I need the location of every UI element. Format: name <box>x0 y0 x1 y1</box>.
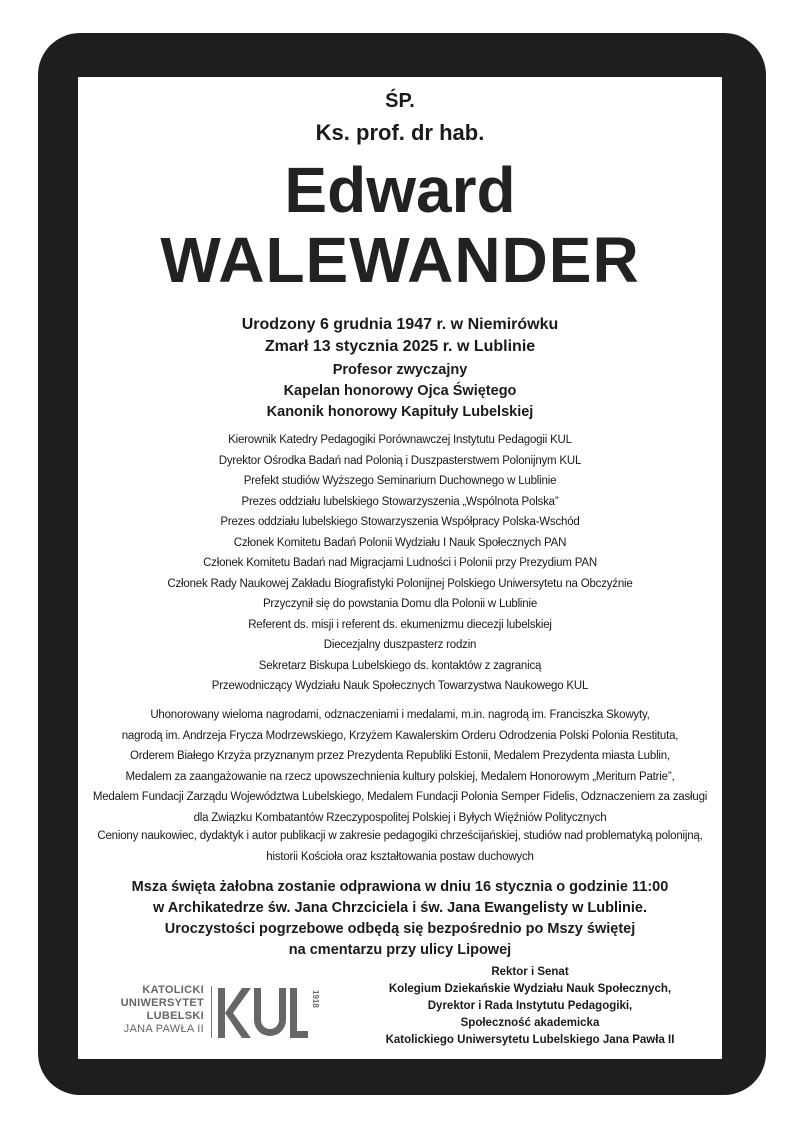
role-line: Prezes oddziału lubelskiego Stowarzyszenia Współpracy Polska-Wschód <box>220 516 580 528</box>
role-line: Dyrektor Ośrodka Badań nad Polonią i Duszpasterstwem Polonijnym KUL <box>218 454 582 467</box>
role-line: Referent ds. misji i referent ds. ekumenizmu diecezji lubelskiej <box>248 618 552 631</box>
logo-wordmark <box>98 984 204 1036</box>
signoff-line: Rektor i Senat <box>491 966 569 978</box>
death-date: Zmarł 13 stycznia 2025 r. w Lublinie <box>264 338 536 355</box>
description-line: Ceniony naukowiec, dydaktyk i autor publikacji w zakresie pedagogiki chrześcijańskiej, studiów nad problematyką polonijną, <box>97 830 703 842</box>
kul-mark-icon <box>216 986 320 1040</box>
honorary-titles <box>0 360 800 423</box>
award-line: dla Związku Kombatantów Rzeczypospolitej Polskiej i Byłych Więźniów Politycznych <box>193 811 607 824</box>
role-line: Prezes oddziału lubelskiego Stowarzyszenia „Wspólnota Polska” <box>241 495 559 508</box>
signoff-line: Dyrektor i Rada Instytutu Pedagogiki, <box>427 1000 633 1012</box>
role-line: Przewodniczący Wydziału Nauk Społecznych Towarzystwa Naukowego KUL <box>211 680 589 692</box>
logo-divider <box>211 986 212 1038</box>
signoff-line: Społeczność akademicka <box>460 1017 600 1029</box>
mass-line: Msza święta żałobna zostanie odprawiona w dniu 16 stycznia o godzinie 11:00 <box>131 879 669 895</box>
role-line: Przyczynił się do powstania Domu dla Polonii w Lublinie <box>262 598 538 610</box>
sp-abbreviation: ŚP. <box>385 90 415 112</box>
award-line: nagrodą im. Andrzeja Frycza Modrzewskiego, Krzyżem Kawalerskim Orderu Odrodzenia Polski Polonia Restituta, <box>121 729 679 742</box>
logo-line: LUBELSKI <box>146 1010 204 1022</box>
funeral-mass-notice <box>0 877 800 961</box>
honor-line: Profesor zwyczajny <box>332 362 468 378</box>
mass-line: w Archikatedrze św. Jana Chrzciciela i św. Jana Ewangelisty w Lublinie. <box>153 900 647 916</box>
award-line: Medalem za zaangażowanie na rzecz upowszechnienia kultury polskiej, Medalem Honorowym „Meritum Patrie”, <box>125 770 675 783</box>
role-line: Diecezjalny duszpasterz rodzin <box>323 639 477 651</box>
role-line: Prefekt studiów Wyższego Seminarium Duchownego w Lublinie <box>243 475 557 487</box>
logo-line: KATOLICKI <box>142 984 204 996</box>
signoff <box>340 964 720 1049</box>
life-dates <box>0 314 800 358</box>
description-paragraph <box>0 826 800 867</box>
logo-line: JANA PAWŁA II <box>123 1023 204 1035</box>
signoff-line: Katolickiego Uniwersytetu Lubelskiego Jana Pawła II <box>385 1034 675 1046</box>
logo-year: 1918 <box>311 990 320 1008</box>
role-line: Sekretarz Biskupa Lubelskiego ds. kontaktów z zagranicą <box>258 659 542 672</box>
honor-line: Kanonik honorowy Kapituły Lubelskiej <box>266 404 534 420</box>
surname: WALEWANDER <box>160 224 640 296</box>
award-line: Uhonorowany wieloma nagrodami, odznaczeniami i medalami, m.in. nagrodą im. Franciszka Skowyty, <box>150 709 650 721</box>
award-line: Orderem Białego Krzyża przyznanym przez Prezydenta Republiki Estonii, Medalem Prezydenta miasta Lublin, <box>130 750 670 762</box>
role-line: Członek Komitetu Badań nad Migracjami Ludności i Polonii przy Prezydium PAN <box>203 557 597 569</box>
honor-line: Kapelan honorowy Ojca Świętego <box>283 383 517 399</box>
role-line: Członek Komitetu Badań Polonii Wydziału I Nauk Społecznych PAN <box>233 536 567 549</box>
role-line: Kierownik Katedry Pedagogiki Porównawczej Instytutu Pedagogii KUL <box>228 434 572 446</box>
academic-title: Ks. prof. dr hab. <box>315 120 485 145</box>
mass-line: Uroczystości pogrzebowe odbędą się bezpośrednio po Mszy świętej <box>164 921 636 937</box>
birth-date: Urodzony 6 grudnia 1947 r. w Niemirówku <box>241 316 559 333</box>
first-name: Edward <box>284 154 516 226</box>
mass-line: na cmentarzu przy ulicy Lipowej <box>288 942 512 958</box>
role-line: Członek Rady Naukowej Zakładu Biografistyki Polonijnej Polskiego Uniwersytetu na Obczyźnie <box>167 577 633 590</box>
awards-paragraph <box>0 705 800 828</box>
description-line: historii Kościoła oraz kształtowania postaw duchowych <box>266 850 534 863</box>
kul-logo <box>98 984 318 1044</box>
logo-line: UNIWERSYTET <box>120 997 204 1009</box>
roles-list <box>0 430 800 697</box>
award-line: Medalem Fundacji Zarządu Województwa Lubelskiego, Medalem Fundacji Polonia Semper Fidelis, Odznaczeniem za zasługi <box>92 791 708 803</box>
signoff-line: Kolegium Dziekańskie Wydziału Nauk Społecznych, <box>388 983 672 995</box>
